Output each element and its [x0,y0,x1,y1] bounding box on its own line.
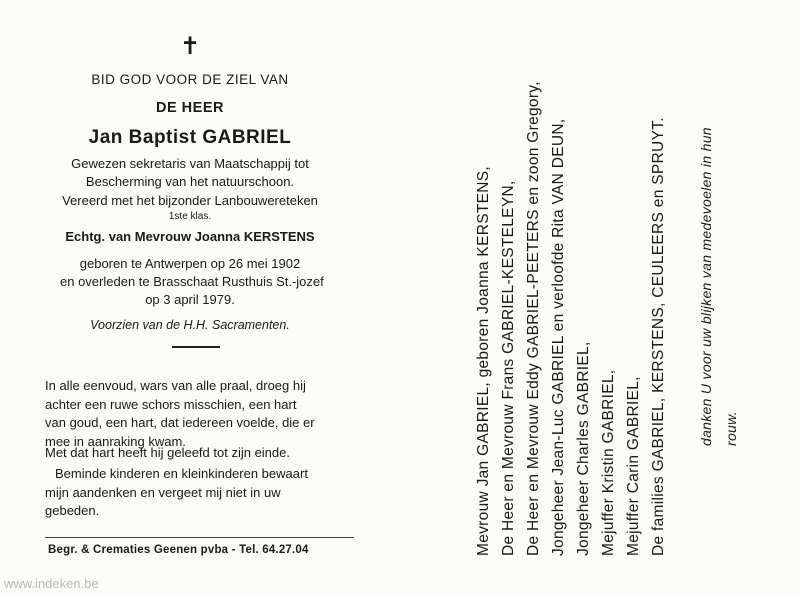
family-line: De Heer en Mevrouw Frans GABRIEL-KESTELEYN, [500,180,517,556]
printer-credit: Begr. & Crematies Geenen pvba - Tel. 64.27.04 [48,544,309,556]
death-line: en overleden te Brasschaat Rusthuis St.-jozef [60,274,324,289]
family-line: Mevrouw Jan GABRIEL, geboren Joanna KERSTENS, [475,166,492,556]
prayer-heading: BID GOD VOOR DE ZIEL VAN [91,72,289,87]
tribute-line: In alle eenvoud, wars van alle praal, droeg hij [45,378,306,393]
tribute-line: mee in aanraking kwam. [45,433,186,449]
tribute-line: Met dat hart heeft hij geleefd tot zijn einde. [45,445,290,460]
sacraments-line: Voorzien van de H.H. Sacramenten. [90,318,290,332]
thanks-line: rouw. [723,411,739,446]
bio-line-3: Vereerd met het bijzonder Lanbouwereteken [62,193,318,208]
bio-line-1: Gewezen sekretaris van Maatschappij tot [71,156,309,171]
thanks-line: danken U voor uw blijken van medevoelen in hun [698,127,714,446]
title-line: DE HEER [156,100,224,116]
tribute-line: van goud, een hart, dat iedereen voelde, die er [45,415,315,430]
family-line: De Heer en Mevrouw Eddy GABRIEL-PEETERS en zoon Gregory, [525,81,542,556]
birth-line: geboren te Antwerpen op 26 mei 1902 [79,256,301,271]
spouse-line: Echtg. van Mevrouw Joanna KERSTENS [65,229,315,244]
bio-line-2: Bescherming van het natuurschoon. [85,174,295,189]
deceased-name: Jan Baptist GABRIEL [88,127,292,148]
tribute-closing [45,444,365,463]
tribute-line: achter een ruwe schors misschien, een hart [45,396,297,412]
family-line: Mejuffer Carin GABRIEL, [625,376,642,556]
request-line: gebeden. [45,503,100,518]
death-date: op 3 april 1979. [145,292,235,307]
request-paragraph [45,465,365,521]
divider [172,346,220,348]
family-line: Jongeheer Jean-Luc GABRIEL en verloofde Rita VAN DEUN, [550,118,567,556]
cross-icon: ✝ [180,32,201,60]
bio-line-4: 1ste klas. [168,211,212,222]
family-line: Jongeheer Charles GABRIEL, [575,341,592,556]
request-line: Beminde kinderen en kleinkinderen bewaart [55,466,308,481]
watermark: www.indeken.be [4,576,99,591]
footer-divider [45,537,354,538]
tribute-paragraph [45,377,365,451]
family-line: Mejuffer Kristin GABRIEL, [600,369,617,556]
family-line: De families GABRIEL, KERSTENS, CEULEERS en SPRUYT. [650,117,667,556]
request-line: mijn aandenken en vergeet mij niet in uw [45,484,281,500]
